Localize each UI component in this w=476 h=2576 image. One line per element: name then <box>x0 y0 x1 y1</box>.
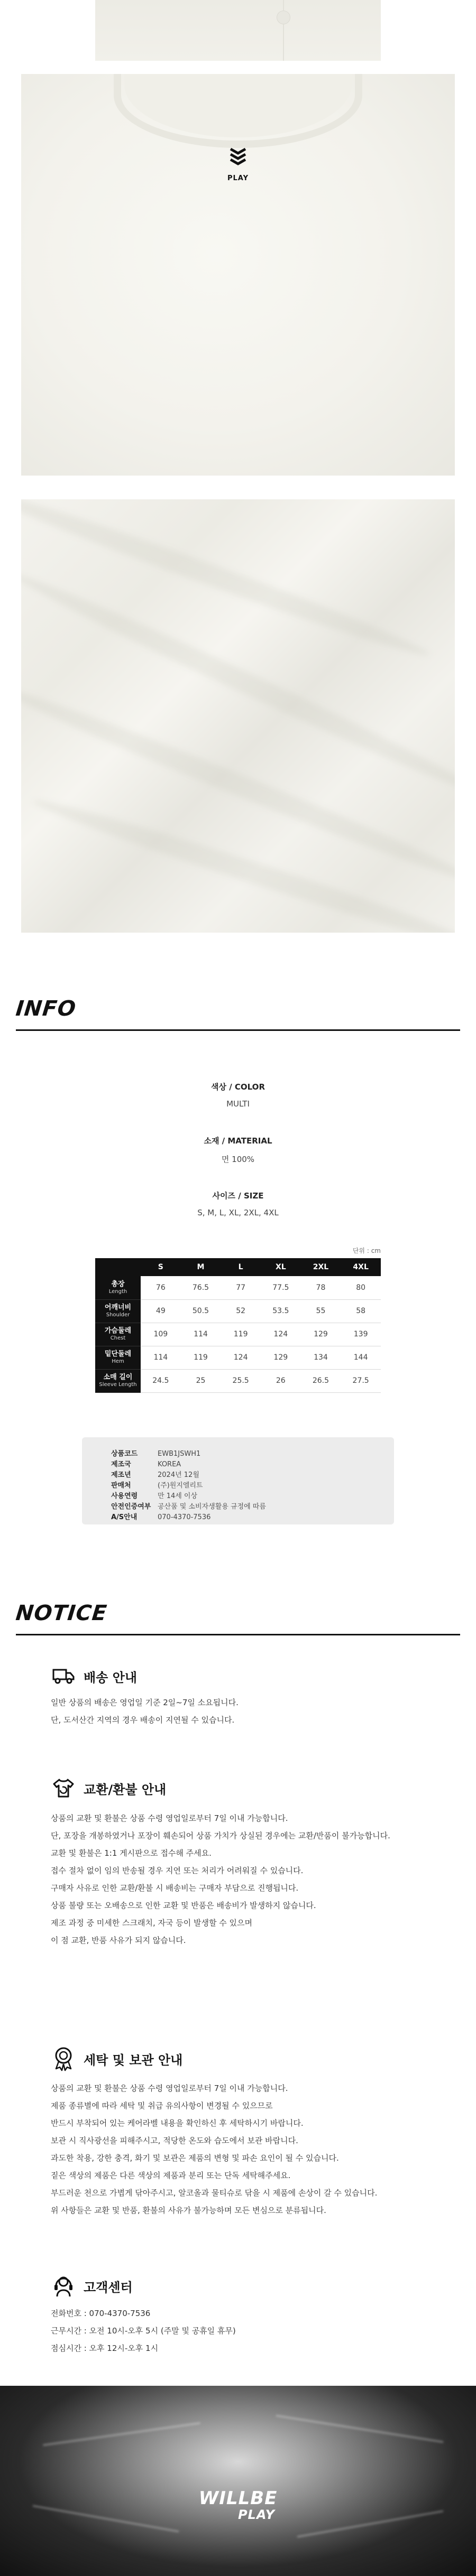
return-shirt-icon <box>51 1775 76 1801</box>
detail-row <box>111 1449 394 1459</box>
detail-row <box>111 1502 394 1512</box>
detail-key: 상품코드 <box>111 1450 138 1458</box>
care-body <box>51 2080 377 2219</box>
care-title: 세탁 및 보관 안내 <box>84 2052 183 2068</box>
exchange-title: 교환/환불 안내 <box>84 1782 167 1797</box>
measurement-label <box>95 1299 141 1323</box>
measurement-value: 124 <box>221 1346 261 1369</box>
detail-value: 2024년 12월 <box>158 1471 199 1479</box>
measurement-value: 24.5 <box>141 1369 181 1392</box>
measurement-value: 144 <box>341 1346 381 1369</box>
measurement-name: 소매 길이 <box>103 1373 133 1382</box>
notice-heading: NOTICE <box>14 1601 108 1625</box>
measurement-value: 77 <box>221 1276 261 1299</box>
size-table-row <box>95 1346 381 1369</box>
cs-line: 점심시간 : 오후 12시-오후 1시 <box>51 2343 159 2353</box>
measurement-sub: Sleeve Length <box>99 1381 137 1388</box>
size-table-row <box>95 1276 381 1299</box>
product-photo-top <box>95 0 381 61</box>
measurement-label <box>95 1276 141 1299</box>
care-line: 보관 시 직사광선을 피해주시고, 적당한 온도와 습도에서 보관 바랍니다. <box>51 2136 298 2145</box>
quality-badge-icon <box>51 2046 76 2071</box>
measurement-value: 76.5 <box>181 1276 221 1299</box>
measurement-value: 50.5 <box>181 1299 221 1323</box>
measurement-name: 어깨너비 <box>104 1304 132 1312</box>
detail-value: 만 14세 이상 <box>158 1492 198 1500</box>
detail-row <box>111 1481 394 1491</box>
fabric-fold <box>30 791 455 933</box>
size-header: 4XL <box>341 1258 381 1276</box>
measurement-value: 78 <box>301 1276 341 1299</box>
care-line: 반드시 부착되어 있는 케어라벨 내용을 확인하신 후 세탁하시기 바랍니다. <box>51 2118 304 2128</box>
footer-logo-line1: WILLBE <box>198 2488 278 2509</box>
cs-header <box>51 2273 133 2299</box>
fabric-fold <box>21 565 455 803</box>
measurement-label <box>95 1369 141 1392</box>
size-table-row <box>95 1299 381 1323</box>
chevron-logo-icon <box>227 146 249 171</box>
measurement-value: 109 <box>141 1323 181 1346</box>
detail-value: 070-4370-7536 <box>158 1513 211 1521</box>
detail-key: A/S안내 <box>111 1513 138 1521</box>
exchange-header <box>51 1775 166 1801</box>
product-photo-fabric <box>21 499 455 933</box>
color-value: MULTI <box>226 1099 250 1109</box>
delivery-line: 단, 도서산간 지역의 경우 배송이 지연될 수 있습니다. <box>51 1715 235 1725</box>
measurement-value: 25 <box>181 1369 221 1392</box>
detail-row <box>111 1512 394 1523</box>
cs-line: 전화번호 : 070-4370-7536 <box>51 2309 151 2318</box>
product-photo-collar <box>21 74 455 476</box>
measurement-value: 76 <box>141 1276 181 1299</box>
measurement-label <box>95 1323 141 1346</box>
placket-seam <box>283 0 284 61</box>
size-unit: 단위 : cm <box>352 1247 381 1254</box>
detail-key: 안전인증여부 <box>111 1503 151 1511</box>
brand-logo <box>221 146 255 188</box>
exchange-line: 교환 및 환불은 1:1 게시판으로 접수해 주세요. <box>51 1848 212 1858</box>
care-line: 상품의 교환 및 환불은 상품 수령 영업일로부터 7일 이내 가능합니다. <box>51 2084 288 2093</box>
size-table-row <box>95 1369 381 1392</box>
measurement-value: 25.5 <box>221 1369 261 1392</box>
brand-footer-banner <box>0 2386 476 2576</box>
corner-cell <box>95 1258 141 1276</box>
footer-logo <box>0 2489 476 2522</box>
exchange-line: 접수 절차 없이 임의 반송될 경우 지연 또는 처리가 어려워질 수 있습니다. <box>51 1866 304 1875</box>
detail-row <box>111 1491 394 1502</box>
exchange-line: 상품의 교환 및 환불은 상품 수령 영업일로부터 7일 이내 가능합니다. <box>51 1814 288 1823</box>
size-table-row <box>95 1323 381 1346</box>
cs-title: 고객센터 <box>84 2280 133 2295</box>
measurement-value: 129 <box>261 1346 301 1369</box>
detail-key: 제조년 <box>111 1471 131 1479</box>
measurement-value: 80 <box>341 1276 381 1299</box>
measurement-label <box>95 1346 141 1369</box>
size-table-header <box>95 1258 381 1276</box>
measurement-sub: Hem <box>112 1358 124 1364</box>
exchange-line: 상품 불량 또는 오배송으로 인한 교환 및 반품은 배송비가 발생하지 않습니다. <box>51 1901 316 1910</box>
measurement-name: 가슴둘레 <box>104 1327 132 1335</box>
delivery-truck-icon <box>51 1663 76 1689</box>
measurement-value: 139 <box>341 1323 381 1346</box>
care-header <box>51 2046 182 2071</box>
logo-text: PLAY <box>227 174 249 182</box>
detail-key: 판매처 <box>111 1482 131 1490</box>
color-label: 색상 / COLOR <box>211 1082 265 1092</box>
measurement-value: 119 <box>181 1346 221 1369</box>
measurement-name: 밑단둘레 <box>104 1350 132 1359</box>
light-streak <box>276 2415 444 2443</box>
exchange-line: 단, 포장을 개봉하였거나 포장이 훼손되어 상품 가치가 상실된 경우에는 교환/반품이 불가능합니다. <box>51 1831 390 1840</box>
detail-value: (주)원지엘리트 <box>158 1482 203 1490</box>
size-table <box>95 1258 381 1393</box>
measurement-value: 134 <box>301 1346 341 1369</box>
detail-key: 제조국 <box>111 1461 131 1468</box>
size-header: M <box>181 1258 221 1276</box>
size-label: 사이즈 / SIZE <box>212 1191 264 1201</box>
care-line: 위 사항들은 교환 및 반품, 환불의 사유가 불가능하며 모든 변심으로 분류됩니다. <box>51 2206 326 2215</box>
info-heading: INFO <box>14 997 78 1021</box>
cs-body <box>51 2305 236 2357</box>
size-header: S <box>141 1258 181 1276</box>
measurement-value: 49 <box>141 1299 181 1323</box>
delivery-line: 일반 상품의 배송은 영업일 기준 2일~7일 소요됩니다. <box>51 1698 239 1707</box>
care-line: 과도한 착용, 강한 충격, 화기 및 보관은 제품의 변형 및 파손 요인이 될 수 있습니다. <box>51 2153 339 2163</box>
measurement-value: 114 <box>181 1323 221 1346</box>
size-header: 2XL <box>301 1258 341 1276</box>
delivery-body <box>51 1694 239 1729</box>
detail-value: EWB1JSWH1 <box>158 1450 201 1458</box>
detail-row <box>111 1470 394 1481</box>
detail-key: 사용연령 <box>111 1492 138 1500</box>
footer-logo-line2: PLAY <box>237 2507 276 2522</box>
measurement-value: 124 <box>261 1323 301 1346</box>
light-streak <box>43 2422 200 2446</box>
info-divider <box>16 1029 460 1031</box>
measurement-value: 27.5 <box>341 1369 381 1392</box>
care-line: 부드러운 천으로 가볍게 닦아주시고, 알코올과 물티슈로 닦을 시 제품에 손상이 갈 수 있습니다. <box>51 2188 378 2198</box>
garment-button <box>277 11 290 24</box>
measurement-value: 26 <box>261 1369 301 1392</box>
detail-value: KOREA <box>158 1461 181 1468</box>
delivery-title: 배송 안내 <box>84 1670 138 1685</box>
headset-icon <box>51 2273 76 2299</box>
detail-row <box>111 1459 394 1470</box>
detail-value: 공산품 및 소비자생활용 규정에 따름 <box>158 1503 266 1511</box>
exchange-line: 제조 과정 중 미세한 스크래치, 자국 등이 발생할 수 있으며 <box>51 1918 252 1928</box>
notice-divider <box>16 1634 460 1635</box>
exchange-line: 구매자 사유로 인한 교환/환불 시 배송비는 구매자 부담으로 진행됩니다. <box>51 1883 299 1893</box>
measurement-value: 77.5 <box>261 1276 301 1299</box>
measurement-value: 58 <box>341 1299 381 1323</box>
fabric-fold <box>21 499 434 665</box>
measurement-sub: Length <box>108 1288 127 1295</box>
cs-line: 근무시간 : 오전 10시-오후 5시 (주말 및 공휴일 휴무) <box>51 2326 236 2336</box>
exchange-line: 이 점 교환, 반품 사유가 되지 않습니다. <box>51 1936 186 1945</box>
measurement-value: 53.5 <box>261 1299 301 1323</box>
measurement-value: 129 <box>301 1323 341 1346</box>
material-value: 면 100% <box>221 1155 255 1164</box>
care-line: 제품 종류별에 따라 세탁 및 취급 유의사항이 변경될 수 있으므로 <box>51 2101 273 2110</box>
delivery-header <box>51 1663 137 1689</box>
size-header: XL <box>261 1258 301 1276</box>
measurement-sub: Shoulder <box>106 1312 130 1318</box>
measurement-value: 114 <box>141 1346 181 1369</box>
care-line: 짙은 색상의 제품은 다른 색상의 제품과 분리 또는 단독 세탁해주세요. <box>51 2171 291 2180</box>
material-label: 소재 / MATERIAL <box>204 1136 272 1146</box>
measurement-value: 119 <box>221 1323 261 1346</box>
measurement-value: 55 <box>301 1299 341 1323</box>
measurement-sub: Chest <box>110 1335 126 1341</box>
product-detail-box <box>82 1437 394 1524</box>
measurement-name: 총장 <box>111 1280 125 1288</box>
measurement-value: 52 <box>221 1299 261 1323</box>
exchange-body <box>51 1810 390 1949</box>
size-header: L <box>221 1258 261 1276</box>
measurement-value: 26.5 <box>301 1369 341 1392</box>
size-value: S, M, L, XL, 2XL, 4XL <box>197 1208 279 1217</box>
